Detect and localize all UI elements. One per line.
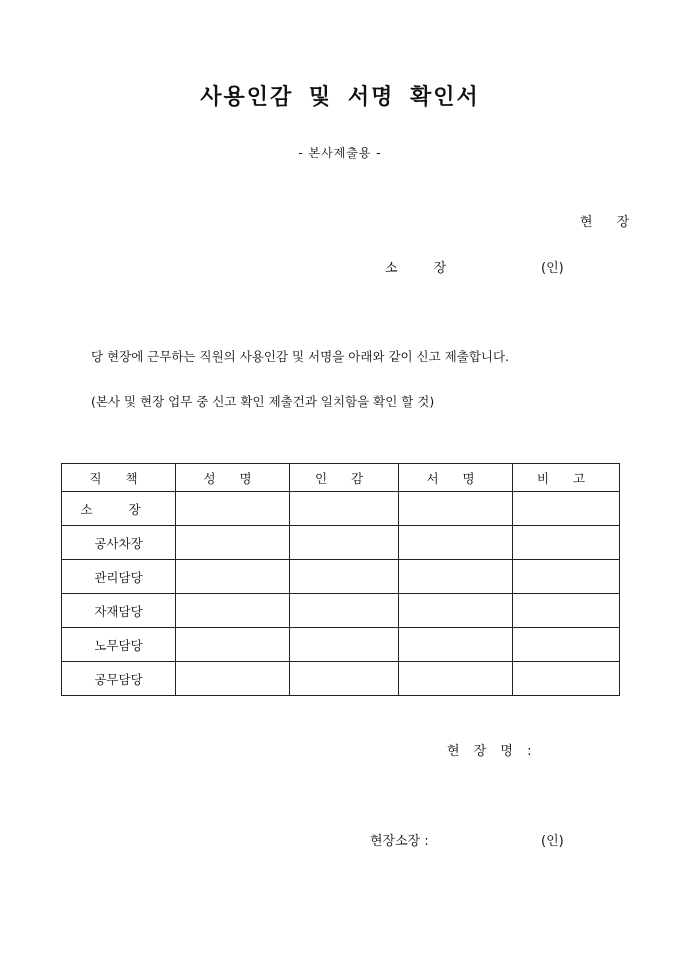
- seal-cell[interactable]: [290, 492, 399, 526]
- site-name-label: 현 장 명 :: [447, 744, 537, 759]
- seal-cell[interactable]: [290, 628, 399, 662]
- signature-cell[interactable]: [399, 662, 513, 696]
- signature-table: [61, 463, 620, 696]
- signature-cell[interactable]: [399, 526, 513, 560]
- name-cell[interactable]: [176, 594, 290, 628]
- note-text: (본사 및 현장 업무 중 신고 확인 제출건과 일치함을 확인 할 것): [91, 394, 435, 409]
- remarks-cell[interactable]: [513, 628, 620, 662]
- table-row: [62, 492, 620, 526]
- remarks-cell[interactable]: [513, 662, 620, 696]
- header-signature: 서 명: [399, 464, 513, 492]
- name-cell[interactable]: [176, 628, 290, 662]
- header-seal: 인 감: [290, 464, 399, 492]
- signature-cell[interactable]: [399, 628, 513, 662]
- remarks-cell[interactable]: [513, 594, 620, 628]
- table-row: [62, 628, 620, 662]
- row-position: 노무담당: [62, 628, 176, 662]
- name-cell[interactable]: [176, 526, 290, 560]
- statement-text: 당 현장에 근무하는 직원의 사용인감 및 서명을 아래와 같이 신고 제출합니다.: [91, 349, 510, 364]
- site-manager-label: 현장소장 :: [370, 834, 429, 849]
- name-cell[interactable]: [176, 492, 290, 526]
- remarks-cell[interactable]: [513, 526, 620, 560]
- row-position: 공사차장: [62, 526, 176, 560]
- seal-cell[interactable]: [290, 560, 399, 594]
- seal-mark-bottom: (인): [541, 834, 564, 849]
- document-subtitle: - 본사제출용 -: [298, 146, 382, 160]
- table-header-row: [62, 464, 620, 492]
- seal-cell[interactable]: [290, 526, 399, 560]
- signature-cell[interactable]: [399, 594, 513, 628]
- site-label: 현 장: [580, 215, 640, 230]
- row-position: 소 장: [62, 492, 176, 526]
- table-row: [62, 594, 620, 628]
- remarks-cell[interactable]: [513, 492, 620, 526]
- signature-cell[interactable]: [399, 492, 513, 526]
- document-title: 사용인감 및 서명 확인서: [200, 84, 480, 110]
- header-remarks: 비 고: [513, 464, 620, 492]
- signature-cell[interactable]: [399, 560, 513, 594]
- name-cell[interactable]: [176, 560, 290, 594]
- seal-cell[interactable]: [290, 662, 399, 696]
- remarks-cell[interactable]: [513, 560, 620, 594]
- table-row: [62, 662, 620, 696]
- table-row: [62, 560, 620, 594]
- header-position: 직 책: [62, 464, 176, 492]
- header-name: 성 명: [176, 464, 290, 492]
- table-row: [62, 526, 620, 560]
- row-position: 자재담당: [62, 594, 176, 628]
- row-position: 관리담당: [62, 560, 176, 594]
- name-cell[interactable]: [176, 662, 290, 696]
- row-position: 공무담당: [62, 662, 176, 696]
- seal-cell[interactable]: [290, 594, 399, 628]
- seal-mark: (인): [541, 261, 564, 276]
- manager-label: 소 장: [385, 261, 463, 276]
